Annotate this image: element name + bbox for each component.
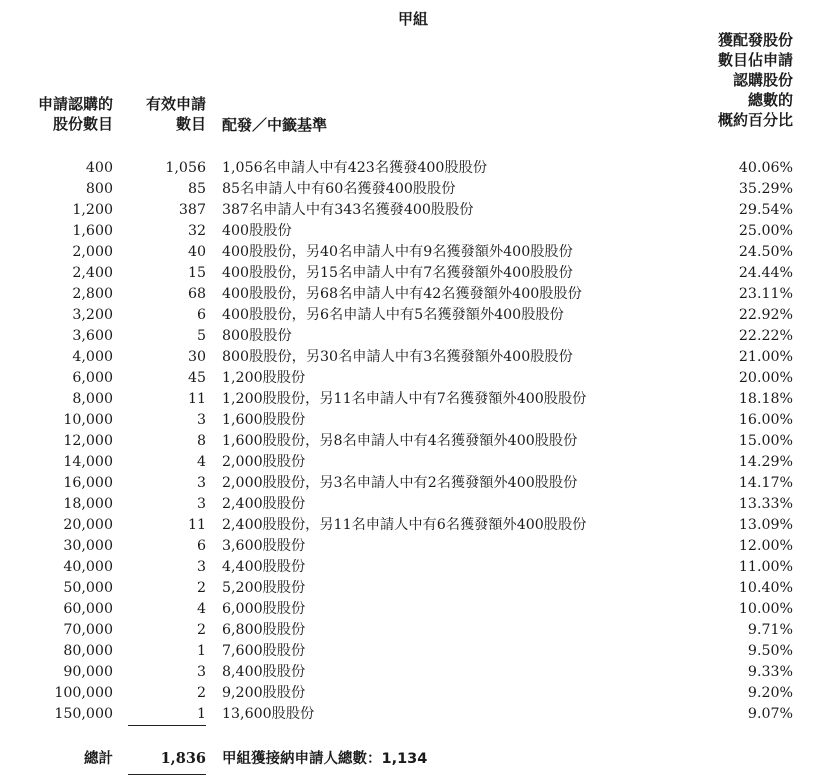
shares-applied-cell: 80,000 <box>63 643 113 659</box>
shares-applied-cell: 30,000 <box>63 538 113 554</box>
table-row <box>0 284 826 305</box>
valid-applications-cell: 3 <box>196 412 206 428</box>
allocation-basis-cell: 1,056名申請人中有423名獲發400股股份 <box>222 160 488 176</box>
shares-applied-cell: 3,200 <box>72 307 113 323</box>
total-label: 總計 <box>84 751 113 767</box>
percentage-cell: 9.50% <box>747 643 793 659</box>
valid-applications-cell: 4 <box>196 454 206 470</box>
subtotal-rule <box>128 725 206 726</box>
shares-applied-cell: 12,000 <box>63 433 113 449</box>
shares-applied-cell: 2,800 <box>72 286 113 302</box>
table-row <box>0 410 826 431</box>
header-valid-applications: 有效申請 數目 <box>145 95 206 133</box>
table-row <box>0 641 826 662</box>
allocation-basis-cell: 800股股份，另30名申請人中有3名獲發額外400股股份 <box>222 349 573 365</box>
allocation-basis-cell: 85名申請人中有60名獲發400股股份 <box>222 181 456 197</box>
shares-applied-cell: 4,000 <box>72 349 113 365</box>
percentage-cell: 35.29% <box>738 181 793 197</box>
shares-applied-cell: 800 <box>85 181 113 197</box>
total-accepted-applicants: 甲組獲接納申請人總數：1,134 <box>222 751 428 767</box>
shares-applied-cell: 16,000 <box>63 475 113 491</box>
shares-applied-cell: 1,200 <box>72 202 113 218</box>
allocation-table <box>0 158 826 725</box>
allocation-basis-cell: 2,000股股份，另3名申請人中有2名獲發額外400股股份 <box>222 475 578 491</box>
table-row <box>0 662 826 683</box>
table-row <box>0 494 826 515</box>
allocation-basis-cell: 9,200股股份 <box>222 685 306 701</box>
shares-applied-cell: 14,000 <box>63 454 113 470</box>
percentage-cell: 24.44% <box>738 265 793 281</box>
valid-applications-cell: 387 <box>178 202 206 218</box>
percentage-cell: 13.09% <box>738 517 793 533</box>
percentage-cell: 22.92% <box>738 307 793 323</box>
percentage-cell: 24.50% <box>738 244 793 260</box>
header-allocation-basis: 配發／中籤基準 <box>222 116 328 134</box>
percentage-cell: 12.00% <box>738 538 793 554</box>
allocation-basis-cell: 400股股份 <box>222 223 292 239</box>
shares-applied-cell: 60,000 <box>63 601 113 617</box>
valid-applications-cell: 3 <box>196 496 206 512</box>
valid-applications-cell: 2 <box>196 622 206 638</box>
allocation-basis-cell: 400股股份，另15名申請人中有7名獲發額外400股股份 <box>222 265 573 281</box>
shares-applied-cell: 40,000 <box>63 559 113 575</box>
valid-applications-cell: 68 <box>187 286 206 302</box>
table-row <box>0 347 826 368</box>
total-value: 1,836 <box>160 750 206 767</box>
table-row <box>0 368 826 389</box>
shares-applied-cell: 10,000 <box>63 412 113 428</box>
allocation-basis-cell: 400股股份，另6名申請人中有5名獲發額外400股股份 <box>222 307 564 323</box>
table-row <box>0 221 826 242</box>
allocation-basis-cell: 4,400股股份 <box>222 559 306 575</box>
table-row <box>0 578 826 599</box>
allocation-basis-cell: 2,000股股份 <box>222 454 306 470</box>
table-row <box>0 557 826 578</box>
allocation-basis-cell: 1,600股股份 <box>222 412 306 428</box>
percentage-cell: 22.22% <box>738 328 793 344</box>
percentage-cell: 10.00% <box>738 601 793 617</box>
valid-applications-cell: 11 <box>187 391 206 407</box>
valid-applications-cell: 11 <box>187 517 206 533</box>
percentage-cell: 16.00% <box>738 412 793 428</box>
percentage-cell: 29.54% <box>738 202 793 218</box>
table-row <box>0 389 826 410</box>
shares-applied-cell: 2,400 <box>72 265 113 281</box>
shares-applied-cell: 50,000 <box>63 580 113 596</box>
allocation-basis-cell: 8,400股股份 <box>222 664 306 680</box>
percentage-cell: 20.00% <box>738 370 793 386</box>
valid-applications-cell: 3 <box>196 475 206 491</box>
valid-applications-cell: 3 <box>196 664 206 680</box>
table-row <box>0 158 826 179</box>
valid-applications-cell: 3 <box>196 559 206 575</box>
valid-applications-cell: 6 <box>196 307 206 323</box>
valid-applications-cell: 2 <box>196 580 206 596</box>
allocation-basis-cell: 1,200股股份 <box>222 370 306 386</box>
allocation-basis-cell: 6,000股股份 <box>222 601 306 617</box>
percentage-cell: 18.18% <box>738 391 793 407</box>
percentage-cell: 10.40% <box>738 580 793 596</box>
allocation-basis-cell: 7,600股股份 <box>222 643 306 659</box>
total-row <box>0 748 826 770</box>
table-row <box>0 305 826 326</box>
shares-applied-cell: 20,000 <box>63 517 113 533</box>
table-row <box>0 704 826 725</box>
table-row <box>0 620 826 641</box>
percentage-cell: 9.20% <box>747 685 793 701</box>
valid-applications-cell: 85 <box>187 181 206 197</box>
shares-applied-cell: 90,000 <box>63 664 113 680</box>
allocation-basis-cell: 1,600股股份，另8名申請人中有4名獲發額外400股股份 <box>222 433 578 449</box>
allocation-basis-cell: 2,400股股份，另11名申請人中有6名獲發額外400股股份 <box>222 517 587 533</box>
valid-applications-cell: 2 <box>196 685 206 701</box>
percentage-cell: 14.29% <box>738 454 793 470</box>
valid-applications-cell: 1,056 <box>165 160 206 176</box>
header-shares-applied: 申請認購的 股份數目 <box>37 95 113 133</box>
valid-applications-cell: 15 <box>187 265 206 281</box>
valid-applications-cell: 1 <box>196 643 206 659</box>
valid-applications-cell: 6 <box>196 538 206 554</box>
percentage-cell: 13.33% <box>738 496 793 512</box>
table-row <box>0 179 826 200</box>
total-rule <box>128 774 206 775</box>
table-row <box>0 599 826 620</box>
percentage-cell: 9.07% <box>747 706 793 722</box>
shares-applied-cell: 2,000 <box>72 244 113 260</box>
valid-applications-cell: 4 <box>196 601 206 617</box>
allocation-basis-cell: 400股股份，另68名申請人中有42名獲發額外400股股份 <box>222 286 582 302</box>
table-row <box>0 326 826 347</box>
shares-applied-cell: 1,600 <box>72 223 113 239</box>
table-row <box>0 200 826 221</box>
percentage-cell: 15.00% <box>738 433 793 449</box>
shares-applied-cell: 150,000 <box>54 706 113 722</box>
shares-applied-cell: 3,600 <box>72 328 113 344</box>
shares-applied-cell: 6,000 <box>72 370 113 386</box>
percentage-cell: 14.17% <box>738 475 793 491</box>
shares-applied-cell: 8,000 <box>72 391 113 407</box>
valid-applications-cell: 32 <box>187 223 206 239</box>
percentage-cell: 25.00% <box>738 223 793 239</box>
table-row <box>0 263 826 284</box>
allocation-basis-cell: 1,200股股份，另11名申請人中有7名獲發額外400股股份 <box>222 391 587 407</box>
valid-applications-cell: 45 <box>187 370 206 386</box>
table-row <box>0 452 826 473</box>
valid-applications-cell: 8 <box>196 433 206 449</box>
valid-applications-cell: 30 <box>187 349 206 365</box>
percentage-cell: 9.71% <box>747 622 793 638</box>
percentage-cell: 40.06% <box>738 160 793 176</box>
table-row <box>0 473 826 494</box>
allocation-basis-cell: 2,400股股份 <box>222 496 306 512</box>
allocation-basis-cell: 400股股份，另40名申請人中有9名獲發額外400股股份 <box>222 244 573 260</box>
allocation-basis-cell: 5,200股股份 <box>222 580 306 596</box>
header-approx-percentage: 獲配發股份 數目佔申請 認購股份 總數的 概約百分比 <box>717 31 793 129</box>
valid-applications-cell: 5 <box>196 328 206 344</box>
shares-applied-cell: 70,000 <box>63 622 113 638</box>
valid-applications-cell: 40 <box>187 244 206 260</box>
percentage-cell: 11.00% <box>738 559 793 575</box>
table-row <box>0 431 826 452</box>
page-title: 甲組 <box>397 10 428 28</box>
valid-applications-cell: 1 <box>196 706 206 722</box>
percentage-cell: 23.11% <box>738 286 793 302</box>
percentage-cell: 21.00% <box>738 349 793 365</box>
table-row <box>0 515 826 536</box>
allocation-basis-cell: 13,600股股份 <box>222 706 315 722</box>
allocation-basis-cell: 800股股份 <box>222 328 292 344</box>
table-row <box>0 242 826 263</box>
allocation-basis-cell: 387名申請人中有343名獲發400股股份 <box>222 202 474 218</box>
allocation-basis-cell: 6,800股股份 <box>222 622 306 638</box>
allocation-basis-cell: 3,600股股份 <box>222 538 306 554</box>
table-row <box>0 536 826 557</box>
table-row <box>0 683 826 704</box>
percentage-cell: 9.33% <box>747 664 793 680</box>
shares-applied-cell: 400 <box>85 160 113 176</box>
shares-applied-cell: 18,000 <box>63 496 113 512</box>
shares-applied-cell: 100,000 <box>54 685 113 701</box>
